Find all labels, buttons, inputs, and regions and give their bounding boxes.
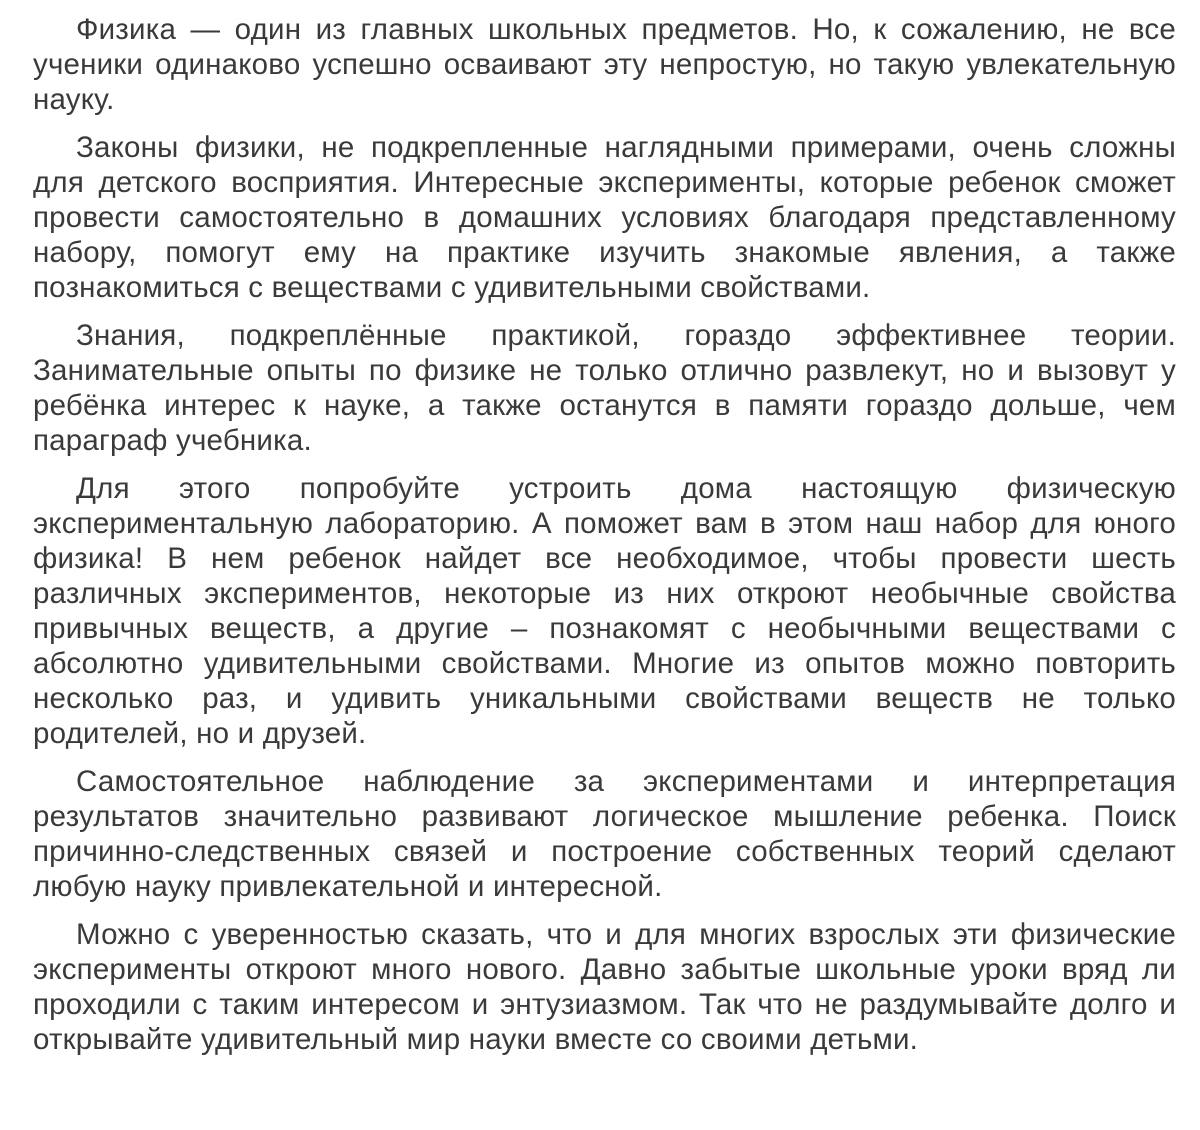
paragraph-1: Физика — один из главных школьных предметов. Но, к сожалению, не все ученики одинаково успешно осваивают эту непростую, но такую увлекательную науку. bbox=[33, 13, 1176, 116]
document-body bbox=[33, 12, 1176, 1070]
paragraph-2: Законы физики, не подкрепленные наглядными примерами, очень сложны для детского восприятия. Интересные эксперименты, которые ребенок сможет провести самостоятельно в домашних условиях благодаря представленному набору, помогут ему на практике изучить знакомые явления, а также познакомиться с веществами с удивительными свойствами. bbox=[33, 131, 1176, 304]
paragraph-4: Для этого попробуйте устроить дома настоящую физическую экспериментальную лабораторию. А поможет вам в этом наш набор для юного физика! В нем ребенок найдет все необходимое, чтобы провести шесть различных экспериментов, некоторые из них откроют необычные свойства привычных веществ, а другие – познакомят с необычными веществами с абсолютно удивительными свойствами. Многие из опытов можно повторить несколько раз, и удивить уникальными свойствами веществ не только родителей, но и друзей. bbox=[33, 472, 1176, 750]
paragraph-6: Можно с уверенностью сказать, что и для многих взрослых эти физические эксперименты откроют много нового. Давно забытые школьные уроки вряд ли проходили с таким интересом и энтузиазмом. Так что не раздумывайте долго и открывайте удивительный мир науки вместе со своими детьми. bbox=[33, 918, 1176, 1056]
paragraph-3: Знания, подкреплённые практикой, гораздо эффективнее теории. Занимательные опыты по физике не только отлично развлекут, но и вызовут у ребёнка интерес к науке, а также останутся в памяти гораздо дольше, чем параграф учебника. bbox=[33, 319, 1176, 457]
paragraph-5: Самостоятельное наблюдение за экспериментами и интерпретация результатов значительно развивают логическое мышление ребенка. Поиск причинно-следственных связей и построение собственных теорий сделают любую науку привлекательной и интересной. bbox=[33, 765, 1176, 903]
